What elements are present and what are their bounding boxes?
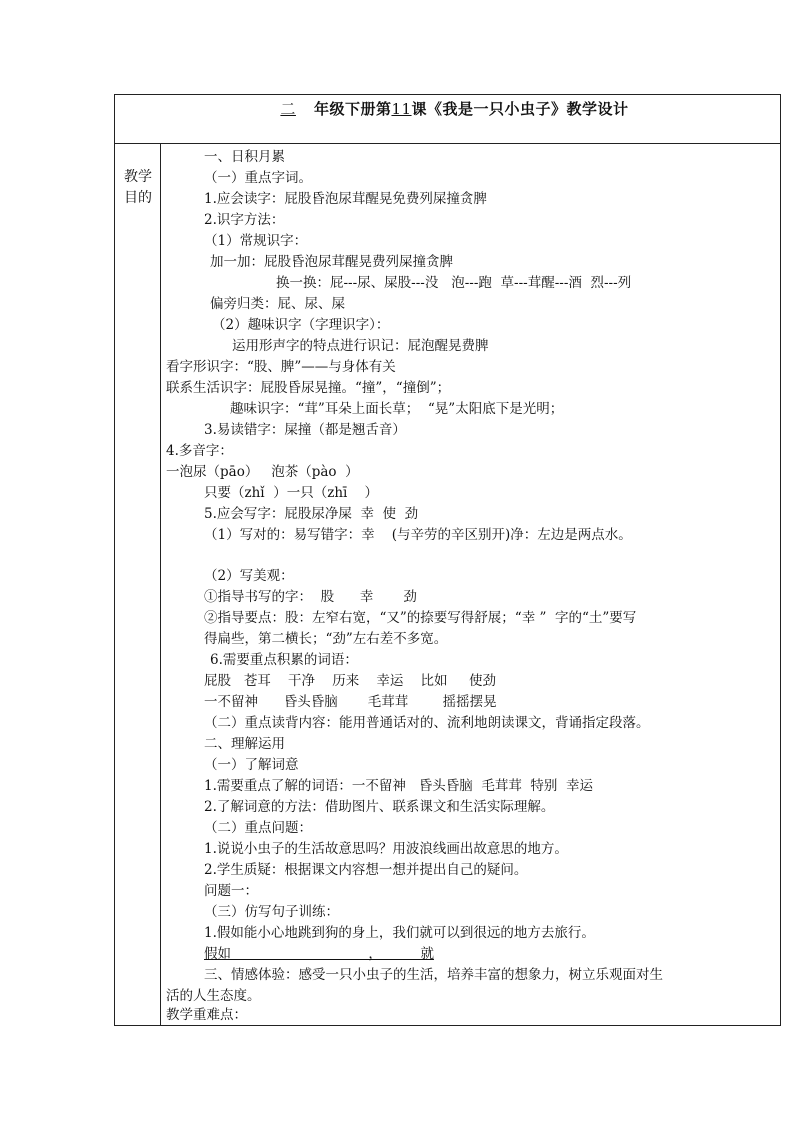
content-line: 2.识字方法： — [204, 212, 285, 228]
content-line: 换一换：屁---尿、屎股---没 泡---跑 草---茸醒---酒 烈---列 — [276, 275, 632, 291]
subsection-heading: （三）仿写句子训练： — [204, 904, 339, 920]
content-line: 屁股 苍耳 干净 历来 幸运 比如 使劲 — [204, 673, 496, 689]
content-line: 趣味识字：“茸”耳朵上面长草； “晃”太阳底下是光明； — [230, 401, 564, 417]
content-line: 1.应会读字：屁股昏泡尿茸醒晃免费列屎撞贪脾 — [204, 191, 487, 207]
side-label-line-1: 教学 — [124, 169, 152, 185]
content-line: （1）常规识字： — [204, 233, 308, 249]
subsection-heading: （二）重点问题： — [204, 820, 312, 836]
content-line: 3.易读错字：屎撞（都是翘舌音） — [204, 422, 406, 438]
content-line: 只要（zhǐ ）一只（zhī ） — [204, 485, 378, 501]
grade-blank: 二 — [280, 100, 296, 118]
content-line: 2.学生质疑：根据课文内容想一想并提出自己的疑问。 — [204, 862, 528, 878]
section-heading: 二、理解运用 — [204, 736, 285, 752]
content-line: 活的人生态度。 — [166, 988, 261, 1004]
content-line: 看字形识字：“股、脾”——与身体有关 — [166, 359, 396, 375]
content-line: 问题一： — [204, 883, 258, 899]
side-label-line-2: 目的 — [124, 190, 152, 206]
content-line: 1.需要重点了解的词语：一不留神 昏头昏脑 毛茸茸 特别 幸运 — [204, 778, 594, 794]
subsection-heading: （一）重点字词。 — [204, 170, 312, 186]
section-heading: 三、情感体验：感受一只小虫子的生活，培养丰富的想象力，树立乐观面对生 — [204, 967, 663, 983]
content-line: 加一加：屁股昏泡尿茸醒晃费列屎撞贪脾 — [210, 254, 453, 270]
content-line: （二）重点读背内容：能用普通话对的、流利地朗读课文，背诵指定段落。 — [204, 715, 650, 731]
label-column-divider — [160, 143, 161, 1026]
content-line: 6.需要重点积累的词语： — [210, 652, 358, 668]
content-line: 教学重难点： — [166, 1007, 247, 1023]
content-line: 2.了解词意的方法：借助图片、联系课文和生活实际理解。 — [204, 799, 555, 815]
content-line: 1.说说小虫子的生活故意思吗？用波浪线画出故意思的地方。 — [204, 841, 568, 857]
content-line: 1.假如能小心地跳到狗的身上，我们就可以到很远的地方去旅行。 — [204, 925, 595, 941]
content-line: （1）写对的：易写错字：幸 (与辛劳的辛区别开)净：左边是两点水。 — [204, 527, 632, 543]
content-line: （2）写美观： — [204, 568, 294, 584]
content-line: ②指导要点：股：左窄右宽，“又”的捺要写得舒展；“幸 ” 字的“土”要写 — [204, 610, 637, 626]
content-line: 联系生活识字：屁股昏尿晃撞。“撞”，“撞倒”； — [166, 380, 451, 396]
lesson-number: 11 — [391, 100, 412, 118]
content-line: 得扁些，第二横长；“劲”左右差不多宽。 — [204, 631, 448, 647]
title-row-divider — [114, 143, 781, 144]
subsection-heading: （一）了解词意 — [204, 757, 299, 773]
content-line: 运用形声字的特点进行识记：屁泡醒晃费脾 — [232, 338, 489, 354]
content-line: 偏旁归类：屁、尿、屎 — [210, 296, 345, 312]
content-line: 一不留神 昏头昏脑 毛茸茸 摇摇摆晃 — [204, 694, 497, 710]
content-line: 5.应会写字：屁股尿净屎 幸 使 劲 — [204, 506, 419, 522]
section-heading: 一、日积月累 — [204, 149, 285, 165]
fill-in-blank-line: 假如 ， 就 — [204, 946, 434, 962]
content-line: 4.多音字： — [166, 443, 233, 459]
content-line: ①指导书写的字： 股 幸 劲 — [204, 589, 417, 605]
content-line: 一泡尿（pāo） 泡茶（pào ） — [166, 464, 359, 480]
page-title: 二 年级下册第11课《我是一只小虫子》教学设计 — [114, 98, 781, 119]
content-line: （2）趣味识字（字理识字）： — [212, 317, 390, 333]
